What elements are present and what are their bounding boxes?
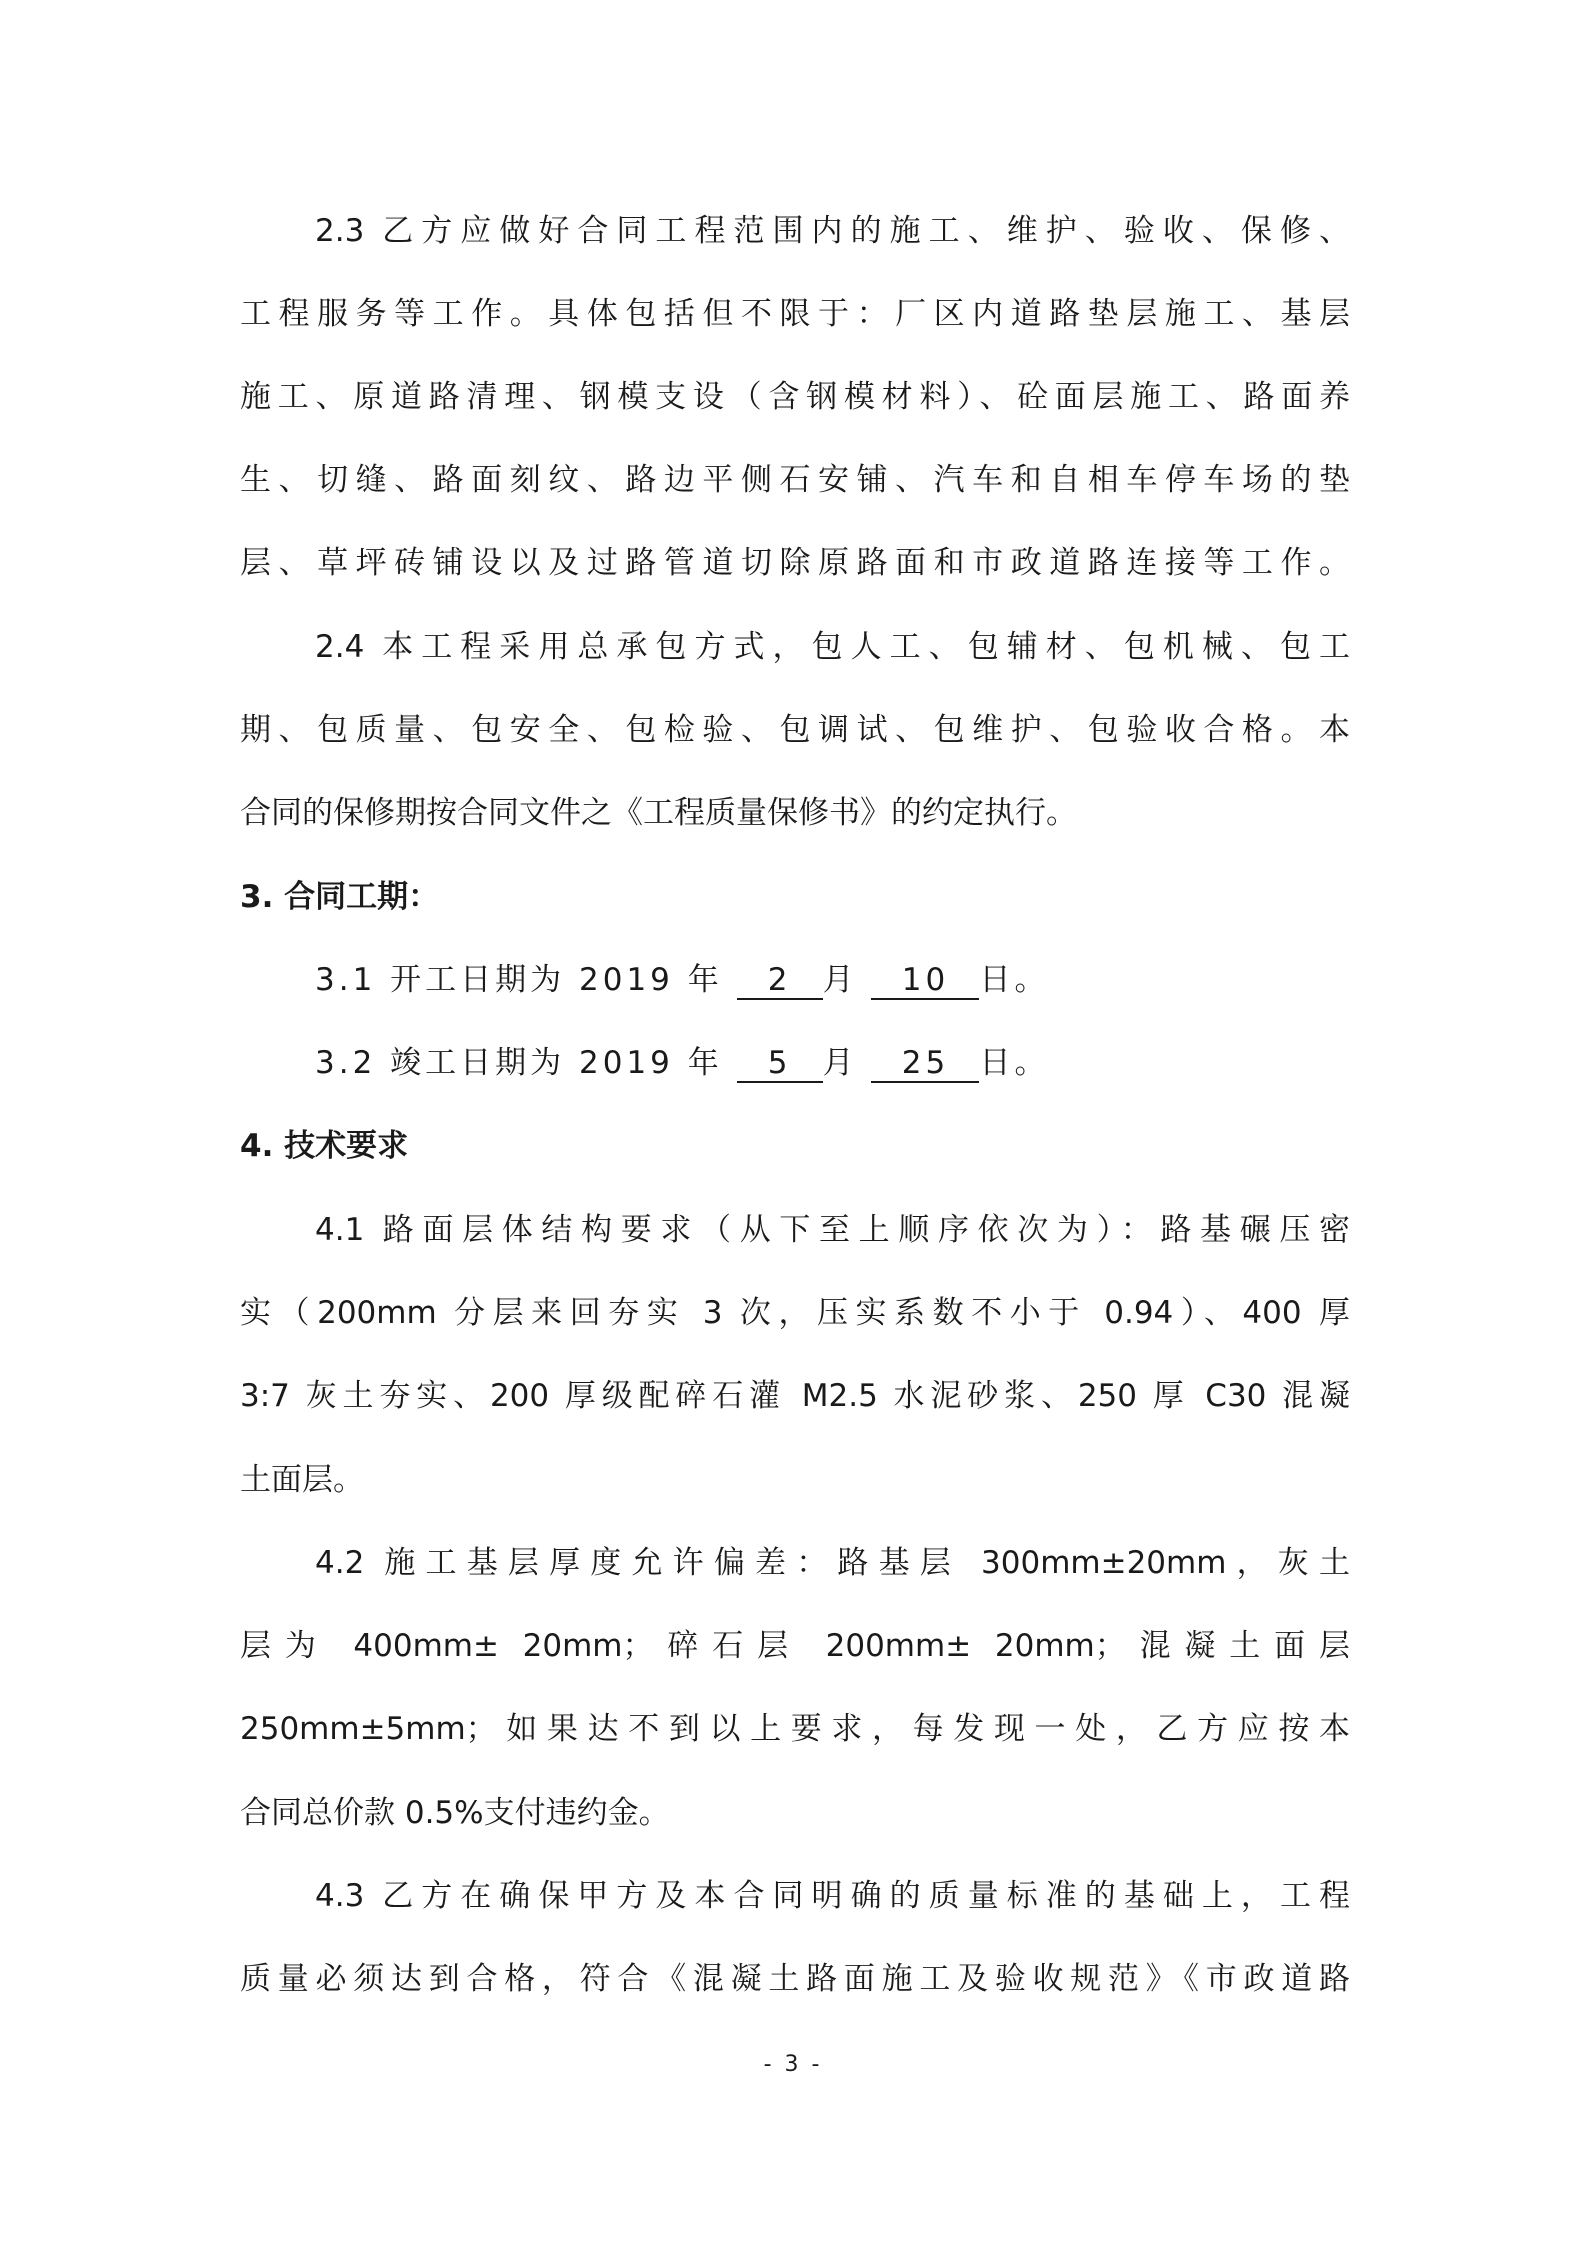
para-4-1-line-1: 4.1 路面层体结构要求（从下至上顺序依次为）：路基碾压密 [315, 1212, 1350, 1248]
end-day-unit: 日。 [979, 1045, 1050, 1081]
para-2-4-line-2: 期、包质量、包安全、包检验、包调试、包维护、包验收合格。本 [240, 712, 1350, 748]
section-3-heading: 3. 合同工期： [240, 879, 440, 915]
para-2-3-line-5: 层、草坪砖铺设以及过路管道切除原路面和市政道路连接等工作。 [240, 545, 1350, 581]
para-4-2-line-3: 250mm±5mm；如果达不到以上要求，每发现一处，乙方应按本 [240, 1711, 1350, 1747]
para-4-1-line-3: 3:7 灰土夯实、200 厚级配碎石灌 M2.5 水泥砂浆、250 厚 C30 混凝 [240, 1378, 1350, 1414]
start-month-field: 2 [737, 962, 823, 1000]
para-4-3-line-1: 4.3 乙方在确保甲方及本合同明确的质量标准的基础上，工程 [315, 1878, 1350, 1914]
end-month-unit: 月 [822, 1045, 858, 1081]
para-4-2-line-1: 4.2 施工基层厚度允许偏差：路基层 300mm±20mm，灰土 [315, 1545, 1350, 1581]
start-month-unit: 月 [822, 962, 858, 998]
para-2-3-line-4: 生、切缝、路面刻纹、路边平侧石安铺、汽车和自相车停车场的垫 [240, 462, 1350, 498]
para-4-3-line-2: 质量必须达到合格，符合《混凝土路面施工及验收规范》《市政道路 [240, 1961, 1350, 1997]
para-2-4-line-3: 合同的保修期按合同文件之《工程质量保修书》的约定执行。 [240, 795, 1077, 831]
end-date-prefix: 3.2 竣工日期为 2019 年 [315, 1045, 723, 1081]
end-day-field: 25 [871, 1045, 979, 1083]
start-day-field: 10 [871, 962, 979, 1000]
para-2-4-line-1: 2.4 本工程采用总承包方式，包人工、包辅材、包机械、包工 [315, 629, 1350, 665]
end-month-field: 5 [737, 1045, 823, 1083]
para-4-1-line-4: 土面层。 [240, 1462, 364, 1498]
start-day-unit: 日。 [979, 962, 1050, 998]
para-4-1-line-2: 实（200mm 分层来回夯实 3 次，压实系数不小于 0.94）、400 厚 [240, 1295, 1350, 1331]
page-number: - 3 - [763, 2052, 823, 2077]
para-2-3-line-3: 施工、原道路清理、钢模支设（含钢模材料）、砼面层施工、路面养 [240, 379, 1350, 415]
para-2-3-line-1: 2.3 乙方应做好合同工程范围内的施工、维护、验收、保修、 [315, 213, 1350, 249]
section-4-heading: 4. 技术要求 [240, 1128, 409, 1164]
para-4-2-line-2: 层为 400mm± 20mm；碎石层 200mm± 20mm；混凝土面层 [240, 1628, 1350, 1664]
para-4-2-line-4: 合同总价款 0.5%支付违约金。 [240, 1795, 670, 1831]
start-date-prefix: 3.1 开工日期为 2019 年 [315, 962, 723, 998]
end-date-line [315, 1043, 1049, 1083]
para-2-3-line-2: 工程服务等工作。具体包括但不限于：厂区内道路垫层施工、基层 [240, 296, 1350, 332]
start-date-line [315, 960, 1049, 1000]
